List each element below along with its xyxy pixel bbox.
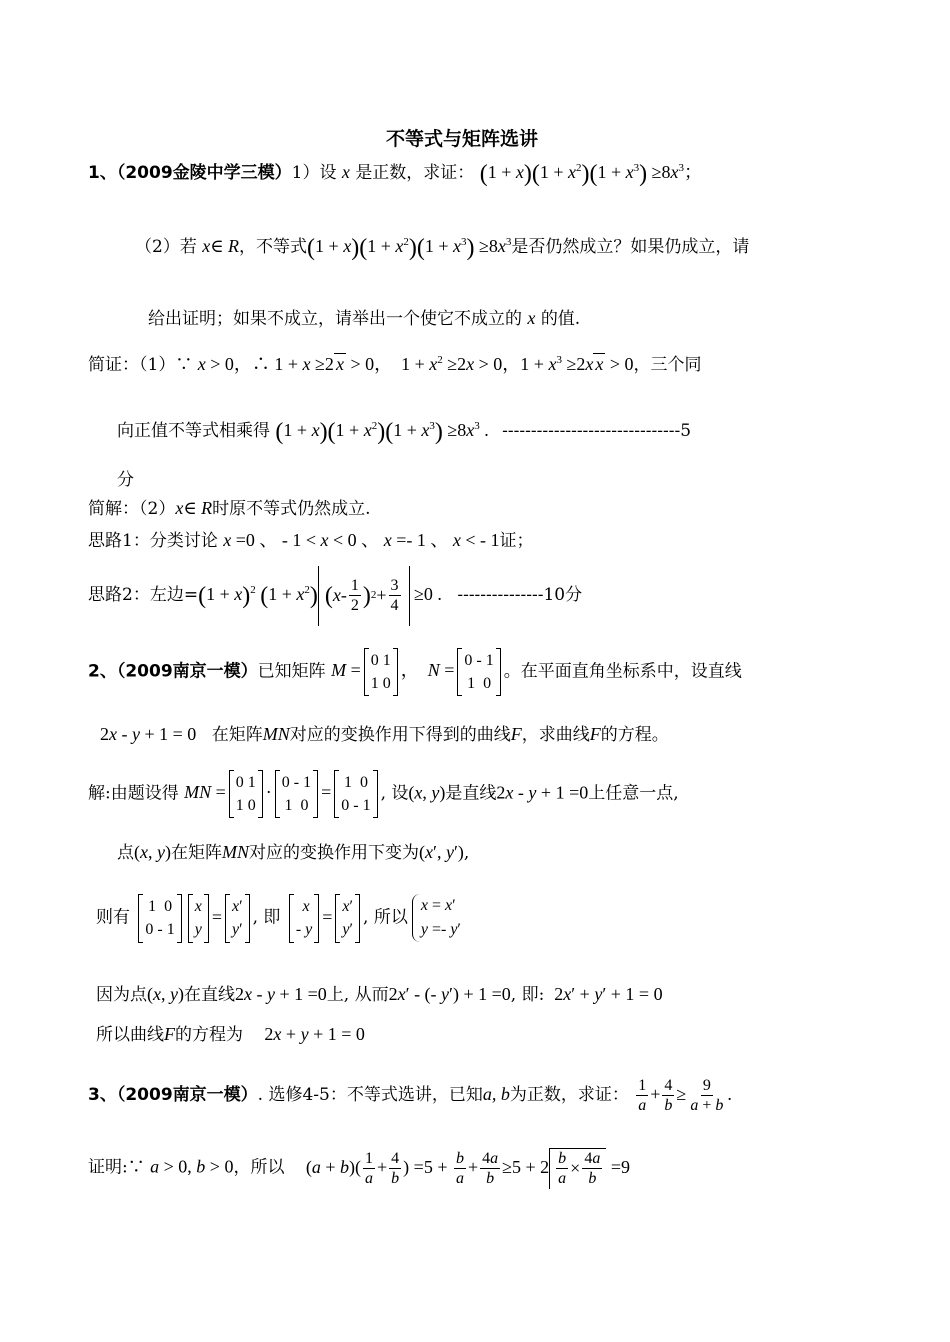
q3-source: （2009南京一模） bbox=[116, 1085, 258, 1106]
q2-text: , 即: bbox=[510, 985, 545, 1005]
q1-text: 是正数，求证： bbox=[355, 163, 475, 183]
math-substitution: 2x′ - (- y′) + 1 =0 bbox=[388, 984, 511, 1004]
q2-text: 所以曲线 bbox=[96, 1025, 164, 1045]
score-marker: ---------------10分 bbox=[457, 585, 583, 606]
q2-text: 。在平面直角坐标系中，设直线 bbox=[503, 661, 742, 682]
math-proof-chain: (a + b)( $\frac{1}{a}$ + $\frac{4}{b}$ ) =5 + $\frac{b}{a}$ + $\frac{4a}{b}$ ≥5 + 2 $\frac{b}{a}$ × $\frac{4a}{b}$ =9 bbox=[305, 1149, 630, 1188]
math-matrix-eq: 1 0 0 - 1 x y = x′ y′ bbox=[135, 907, 252, 927]
q2-text: , 所以 bbox=[363, 907, 408, 928]
q1-proof-line1 bbox=[88, 354, 702, 376]
score-marker: -------------------------------5 bbox=[502, 421, 692, 441]
math-inequality: $(1 + x)(1 + x^2)(1 + x^3) \ge 8x^3$ bbox=[307, 235, 512, 261]
q1-text: （2）若 bbox=[135, 237, 197, 257]
q2-text: 对应的变换作用下变为 bbox=[249, 843, 419, 863]
q3-text: 为正数，求证： bbox=[509, 1085, 629, 1106]
q2-sol-line5 bbox=[96, 1024, 365, 1046]
q1-sol2 bbox=[88, 498, 371, 520]
q2-text: 已知矩阵 bbox=[257, 661, 326, 682]
q2-text: 在矩阵 bbox=[171, 843, 222, 863]
q1-text: ，不等式 bbox=[239, 237, 308, 257]
q2-text: , 设 bbox=[380, 783, 409, 804]
math-answer: 2x + y + 1 = 0 bbox=[264, 1024, 365, 1044]
math-x: x bbox=[527, 308, 536, 328]
math-cases: x =0 、 - 1 < x < 0 、 x =- 1 、 x < - 1 bbox=[223, 530, 500, 550]
q2-line2 bbox=[100, 724, 669, 746]
q1-text: 思路2：左边= bbox=[88, 585, 199, 606]
math-inequality: $\frac{1}{a}$ + $\frac{4}{b}$ ≥ $\frac{9}{a + b}$ . bbox=[638, 1077, 732, 1115]
math-inequality: $(1 + x)(1 + x^2)(1 + x^3) \ge 8x^3$； bbox=[479, 161, 703, 187]
math-x-in-r: x∈ R bbox=[175, 498, 213, 518]
q2-text: ，求曲线 bbox=[521, 725, 590, 745]
q2-text: 对应的变换作用下得到的曲线 bbox=[289, 725, 511, 745]
q1-text: 时原不等式仍然成立. bbox=[212, 499, 371, 519]
q2-text: 的方程为 bbox=[175, 1025, 243, 1045]
q1-text: ，三个同 bbox=[633, 355, 702, 375]
q2-text: 的方程。 bbox=[600, 725, 669, 745]
q2-text: 则有 bbox=[96, 907, 130, 928]
q2-text: 上, 从而 bbox=[326, 985, 389, 1005]
math-line-eq: 2x - y + 1 =0 bbox=[235, 984, 327, 1004]
math-factorization: $(1 + x)^2$ $(1 + x^2)$ ( x - $\frac{1}{2}$ ) 2 + $\frac{3}{4}$ ≥0 . bbox=[198, 584, 442, 604]
q2-text: , 即 bbox=[252, 907, 281, 928]
math-mn: MN bbox=[222, 842, 249, 862]
q2-source: （2009南京一模） bbox=[116, 661, 258, 682]
q3-proof bbox=[88, 1148, 630, 1189]
q1-text: 是否仍然成立？如果仍成立，请 bbox=[511, 237, 750, 257]
q2-line1 bbox=[88, 648, 742, 696]
q2-text: 上任意一点, bbox=[588, 783, 679, 804]
q1-line3 bbox=[148, 308, 580, 330]
q2-sol-line1 bbox=[88, 770, 679, 818]
math-f: F bbox=[589, 724, 601, 744]
math-line-eq: 2x - y + 1 = 0 bbox=[100, 724, 197, 744]
math-f: F bbox=[510, 724, 522, 744]
page-title: 不等式与矩阵选讲 bbox=[386, 128, 539, 150]
q2-text: 解:由题设得 bbox=[88, 783, 179, 804]
score-unit: 分 bbox=[117, 470, 134, 490]
q1-text: 向正值不等式相乘得 bbox=[117, 421, 270, 441]
math-point-image: (x′, y′) bbox=[419, 842, 464, 862]
q1-line2 bbox=[135, 234, 749, 263]
math-mn: MN bbox=[262, 724, 290, 744]
q2-number: 2、 bbox=[88, 661, 117, 682]
q2-text: 因为点 bbox=[96, 985, 147, 1005]
proof-label: 简证：（1）∵ bbox=[88, 355, 193, 375]
q2-text: 在矩阵 bbox=[211, 725, 263, 745]
q1-text: 证； bbox=[499, 531, 534, 551]
q2-text: 在直线 bbox=[184, 985, 235, 1005]
math-result: 2x′ + y′ + 1 = 0 bbox=[549, 984, 663, 1004]
math-point: (x, y) bbox=[147, 984, 184, 1004]
q2-sol-line4 bbox=[96, 984, 663, 1006]
q1-number: 1、 bbox=[88, 163, 117, 183]
math-ab: a, b bbox=[482, 1084, 510, 1105]
math-condition: a > 0, b > 0 bbox=[150, 1156, 234, 1177]
q3-line1 bbox=[88, 1076, 732, 1116]
math-point: (x, y) bbox=[408, 782, 446, 803]
math-f: F bbox=[164, 1024, 175, 1044]
math-matrix-m: M = 0 1 1 0 ， N = 0 - 1 1 0 bbox=[331, 660, 504, 680]
q3-text: . 选修4-5：不等式选讲，已知 bbox=[257, 1085, 483, 1106]
math-matrix-product: MN = 0 1 1 0 · 0 - 1 1 0 = 1 0 0 - 1 bbox=[184, 782, 380, 802]
q1-idea2 bbox=[88, 566, 582, 626]
q1-text: 给出证明；如果不成立，请举出一个使它不成立的 bbox=[148, 309, 522, 329]
q3-text: ，所以 bbox=[233, 1157, 285, 1178]
q1-proof-line2 bbox=[117, 418, 691, 447]
q2-sol-line3 bbox=[96, 894, 461, 943]
math-proof-step: x > 0，∴ 1 + x ≥2 x > 0， $1 + x^2 \ge 2x > 0$，$1 + x^3 \ge 2x$ x > 0 bbox=[197, 354, 634, 374]
math-line-eq: 2x - y + 1 =0 bbox=[496, 782, 589, 803]
q3-number: 3、 bbox=[88, 1085, 117, 1106]
math-system: x = x′ y =- y′ bbox=[412, 894, 461, 942]
q1-source: （2009金陵中学三模） bbox=[116, 163, 292, 183]
q2-text: 是直线 bbox=[445, 783, 497, 804]
q1-text: 的值. bbox=[540, 309, 581, 329]
math-x: x bbox=[341, 162, 350, 182]
math-inequality: $(1 + x)(1 + x^2)(1 + x^3) \ge 8x^3$ . bbox=[275, 419, 489, 445]
math-matrix-eq: x - y = x′ y′ bbox=[286, 907, 363, 927]
q1-text: 思路1：分类讨论 bbox=[88, 531, 218, 551]
q1-text: 1）设 bbox=[291, 163, 337, 183]
q1-line1 bbox=[88, 160, 702, 189]
q1-text: 简解：（2） bbox=[88, 499, 176, 519]
q1-idea1 bbox=[88, 530, 534, 552]
q2-text: 点 bbox=[117, 843, 134, 863]
q2-sol-line2: 点(x, y)在矩阵MN对应的变换作用下变为(x′, y′), bbox=[117, 842, 470, 863]
math-x-in-r: x∈ R bbox=[202, 236, 240, 256]
proof-label: 证明:∵ bbox=[88, 1157, 145, 1178]
math-point: (x, y) bbox=[134, 842, 171, 862]
